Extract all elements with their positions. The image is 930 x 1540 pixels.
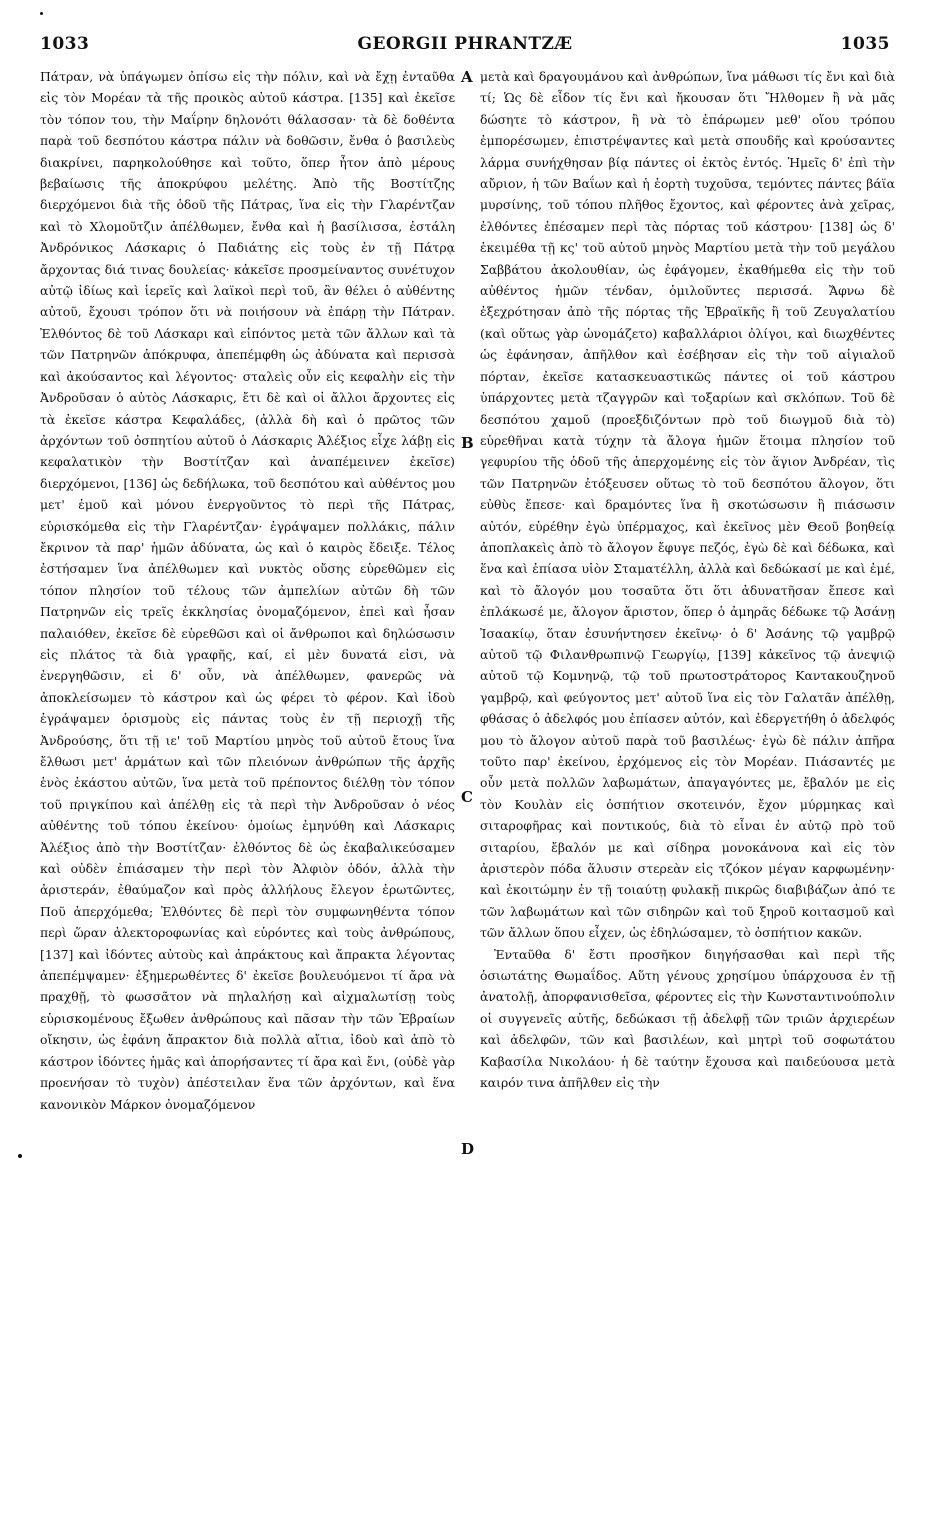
left-column bbox=[40, 66, 455, 1526]
running-title: GEORGII PHRANTZÆ bbox=[357, 34, 573, 54]
margin-marker-a: A bbox=[461, 68, 473, 86]
right-column bbox=[480, 66, 895, 1526]
margin-dot bbox=[18, 1154, 22, 1158]
right-paragraph-2: Ἐνταῦθα δ' ἔστι προσῆκον διηγήσασθαι καὶ περὶ τῆς ὁσιωτάτης Θωμαΐδος. Αὕτη γένους χρησίμου ὑπάρχουσα ἐν τῇ ἀνατολῇ, ἀπορφανισθεῖσα, φέροντες εἰς τὴν Κωνσταντινούπολιν οἱ συγγενεῖς αὐτῆς, δεδώκασι τῇ ἀδελφῇ τῶν τριῶν ἀρχιερέων καὶ ἀδελφῶν, τῶν καὶ βασιλέων, καὶ μητρὶ τοῦ σοφωτάτου Καβασίλα Νικολάου· ἡ δὲ ταύτην ἔχουσα καὶ παιδεύουσα μετὰ καιρόν τινα ἀπῆλθεν εἰς τὴν bbox=[480, 946, 895, 1091]
print-speck bbox=[40, 12, 43, 15]
left-paragraph-1: Πάτραν, νὰ ὑπάγωμεν ὀπίσω εἰς τὴν πόλιν, καὶ νὰ ἔχῃ ἐνταῦθα εἰς τὸν Μορέαν τὰ τῆς προικὸς αὐτοῦ κάστρα. [135] καὶ ἐκεῖσε τὸν τόπον του, τὴν Μαΐρην δηλονότι θάλασσαν· τὰ δὲ δοθέντα παρὰ τοῦ δεσπότου κάστρα πάλιν νὰ δοθῶσιν, ἔνθα ὁ βασιλεὺς διακρίνει, παρηκολούθησε καὶ τοῦτο, ὅπερ ἦτον ἀπὸ μέρους βεβαίωσις τῆς ἀποκρύφου μελέτης. Ἀπὸ τῆς Βοστίτζης διερχόμενοι διὰ τῆς ὁδοῦ τῆς Πάτρας, ἵνα εἰς τὴν Γλαρέντζαν καὶ τὸ Χλομοῦτζιν ἀπέλθωμεν, ἔνθα καὶ ἡ βασίλισσα, ἐστάλη Ἀνδρόνικος Λάσκαρις ὁ Παδιάτης εἰς τοὺς ἐν τῇ Πάτρᾳ ἄρχοντας διά τινας δουλείας· κἀκεῖσε προσμείναντος συνέτυχον αὐτῷ ἰδίως καὶ ἱερεῖς καὶ λαϊκοὶ περὶ τοῦ, ἂν θέλει ὁ αὐθέντης αὐτοῦ, ἔχουσι τρόπον ὅτι νὰ ποιήσουν νὰ ἐπάρῃ τὴν Πάτραν. Ἐλθόντος δὲ τοῦ Λάσκαρι καὶ εἰπόντος μετὰ τῶν ἄλλων καὶ τὰ τῶν Πατρηνῶν ἀπόκρυφα, ἀπεπέμφθη ὡς ἀδύνατα καὶ περισσὰ καὶ ἀκούσαντος καὶ λέγοντος· σταλεὶς οὖν εἰς κεφαλὴν εἰς τὴν Ἀνδροῦσαν ὁ αὐτὸς Λάσκαρις, ἔτι δὲ καὶ οἱ ἄλλοι ἄρχοντες εἰς τὰ ἐκεῖσε κάστρα Κεφαλάδες, (ἀλλὰ δὴ καὶ ὁ πρῶτος τῶν ἀρχόντων τοῦ ὀσπητίου αὐτοῦ ὁ Λάσκαρις Ἀλέξιος εἶχε λάβῃ εἰς κεφαλατικὸν τὴν Βοστίτζαν καὶ ἀναπέμεινεν ἐκεῖσε) διερχόμενοι, [136] ὡς δεδήλωκα, τοῦ δεσπότου καὶ αὐθέντος μου μετ' ἐμοῦ καὶ μόνου ἐνεργοῦντος τὸ περὶ τῆς Πάτρας, εὑρισκόμεθα εἰς τὴν Γλαρέντζαν· ἐγράψαμεν πολλάκις, πάλιν ἔκρινον τὰ παρ' ἡμῶν ἀδύνατα, ὡς καὶ ὁ καιρὸς ἔδειξε. Τέλος ἐστήσαμεν ἵνα ἀπέλθωμεν καὶ νυκτὸς οὔσης εὑρεθῶμεν εἰς τόπον πλησίον τοῦ τέλους τῶν ἀμπελίων αὐτῶν δὴ τῶν Πατρηνῶν εἰς τρεῖς ἐκκλησίας ὀνομαζόμενον, ἐπεὶ καὶ ἦσαν παλαιόθεν, ἐκεῖσε δὲ εὑρεθῶσι καὶ οἱ ἄνθρωποι καὶ δηλώσωσιν εἰς πλάτος τὰ διὰ γραφῆς, καί, εἰ μὲν δυνατά εἰσι, νὰ ἐνεργηθῶσιν, εἰ δ' οὖν, νὰ ἀπέλθωμεν, φανερῶς νὰ ἀποκλείσωμεν τὸ κάστρον καὶ ὡς φέρει τὸ φέρον. Καὶ ἰδοὺ ἐγράψαμεν ὁρισμοὺς εἰς πάντας τοὺς ἐν τῇ περιοχῇ τῆς Ἀνδρούσης, ὅτι τῇ ιε' τοῦ Μαρτίου μηνὸς τοῦ αὐτοῦ ἔτους ἵνα ἔλθωσι μετ' ἁρμάτων καὶ τῶν πλειόνων ἀνθρώπων τῆς ἀρχῆς ἑνὸς ἑκάστου αὐτῶν, ἵνα μετὰ τοῦ πρέποντος διέλθῃ τὸν τόπον τοῦ πριγκίπου καὶ ἀπέλθῃ εἰς τὰ περὶ τὴν Ἀνδροῦσαν ὁ νέος αὐθέντης τοῦ τόπου ἐκείνου· ὁμοίως ἐμηνύθη καὶ Λάσκαρις Ἀλέξιος ἀπὸ τὴν Βοστίτζαν· ἐλθόντος δὲ ὡς ἐκαβαλικεύσαμεν καὶ οὐδὲν ἐπιάσαμεν τὴν περὶ τὸν Ἀλφιὸν ὁδόν, ἀλλὰ τὴν ἀριστεράν, ἐθαύμαζον καὶ πρὸς ἀλλήλους ἔλεγον ἐρωτῶντες, Ποῦ ἀπερχόμεθα; Ἐλθόντες δὲ περὶ τὸν συμφωνηθέντα τόπον περὶ ὥραν ἀλεκτοροφωνίας καὶ εὑρόντες καὶ τοὺς ἀνθρώπους, [137] καὶ ἰδόντες αὐτοὺς καὶ ἀπράκτους καὶ ἄπρακτα λέγοντας ἀπεπέμψαμεν· ἐξημερωθέντες δ' ἐκεῖσε βουλευόμενοι τί ἄρα νὰ πραχθῇ, τὸ φωσσᾶτον νὰ πηλαλήσῃ καὶ αἰχμαλωτίσῃ τοὺς εὑρισκομένους ἔξωθεν ἀνθρώπους καὶ πᾶσαν τὴν τῶν Ἑβραίων οἴκησιν, ὡς ἐφάνη ἄπρακτον διὰ πολλὰ αἴτια, ἰδοὺ καὶ ἀπὸ τὸ κάστρον ἰδόντες ἡμᾶς καὶ ἀπορήσαντες τί ἄρα καὶ ἔνι, (οὐδὲ γὰρ προενήσαν τὸ τυχὸν) ἀπέστειλαν ἕνα τῶν ἀρχόντων, καὶ ἕνα κανονικὸν Μάρκον ὀνομαζόμενον bbox=[40, 69, 455, 1112]
margin-marker-c: C bbox=[461, 788, 473, 806]
page-header bbox=[40, 30, 890, 64]
margin-marker-d: D bbox=[461, 1140, 475, 1158]
page-number-right: 1035 bbox=[840, 34, 890, 54]
page-number-left: 1033 bbox=[40, 34, 90, 54]
right-paragraph-1: μετὰ καὶ δραγουμάνου καὶ ἀνθρώπων, ἵνα μάθωσι τίς ἔνι καὶ διὰ τί; Ὡς δὲ εἶδον τίς ἔνι καὶ ἤκουσαν ὅτι Ἤλθομεν ἢ νὰ μᾶς δώσητε τὸ κάστρον, ἢ νὰ τὸ ἐπάρωμεν μεθ' οἵου τρόπου ἐμπορέσωμεν, ἐπιστρέψαντες καὶ μετὰ σπουδῆς καὶ κρούσαντες λάρμα συνήχθησαν βίᾳ πάντες οἱ ἐκτὸς ἐντός. Ἡμεῖς δ' ἐπὶ τὴν αὔριον, ἡ τῶν Βαΐων καὶ ἡ ἑορτὴ τυχοῦσα, τεμόντες πάντες βάϊα μυρσίνης, τοῦ τόπου πλῆθος ἔχοντος, καὶ φέροντες ἀνὰ χεῖρας, ἐλθόντες ἐπέσαμεν περὶ τὰς πόρτας τοῦ κάστρου· [138] ὡς δ' ἐκειμέθα τῇ κς' τοῦ αὐτοῦ μηνὸς Μαρτίου μετὰ τὴν τοῦ μεγάλου Σαββάτου ἀκολουθίαν, ὡς ἐφάγομεν, ἐκαθήμεθα εἰς τὴν τοῦ αὐθέντος ἡμῶν τένδαν, ὁμιλοῦντες περισσά. Ἄφνω δὲ ἐξεχρότησαν ἀπὸ τῆς πόρτας τῆς Ἑβραϊκῆς ἢ τοῦ Ζευγαλατίου (καὶ οὕτως γὰρ ὠνομάζετο) καβαλλάριοι ὀλίγοι, καὶ διωχθέντες ὡς ἐφάνησαν, ἀπῆλθον καὶ ἐσέβησαν εἰς τὴν τοῦ αἰγιαλοῦ πόρταν, ἐκεῖσε κατασκευαστικῶς πάντες οἱ τοῦ κάστρου ὑπάρχοντες μετὰ τζαγγρῶν καὶ τοξαρίων καὶ σκλόπων. Τοῦ δὲ δεσπότου χαμοῦ (προεξδιζόντων πρὸ τοῦ διωγμοῦ διὰ τὸ) εὑρεθῆναι κατὰ τύχην τὰ ἄλογα ἡμῶν ἕτοιμα πλησίον τοῦ γεφυρίου τῆς ὁδοῦ τῆς ἀπερχομένης εἰς τὸν ἅγιον Ἀνδρέαν, τὶς τῶν Πατρηνῶν ἐτόξευσεν οὕτως τὸ τοῦ δεσπότου ἄλογον, ὅτι εὐθὺς ἔπεσε· καὶ δραμόντες ἵνα ἢ σκοτώσωσιν ἢ πιάσωσιν αὐτόν, εὑρέθην ἐγὼ ὑπέρμαχος, καὶ ἐκεῖνος μὲν Θεοῦ βοηθείᾳ ἀποπλακεὶς ἀπὸ τὸ ἄλογον ἔφυγε πεζός, ἐγὼ δὲ καὶ δέδωκα, καὶ ἕνα καὶ ἐπίασα υἱὸν Σταματέλλη, ἀλλὰ καὶ δεδώκασί με καὶ ἐμέ, καὶ τὸ ἄλογόν μου τοσαῦτα ὅτι ὅτι ἀδυνατῆσαν ἔπεσε καὶ ἐπλάκωσέ με, ἄλογον ἄριστον, ὅπερ ὁ ἀμηρᾶς δέδωκε τῷ Ἀσάνῃ Ἰσαακίῳ, ὅταν ἐσυνήντησεν ἐκεῖνῳ· ὁ δ' Ἀσάνης τῷ γαμβρῷ αὐτοῦ τῷ Φιλανθρωπινῷ Γεωργίῳ, [139] κἀκεῖνος τῷ ἀνεψιῷ αὐτοῦ τῷ Κομνηνῷ, τῷ τοῦ πρωτοστράτορος Καντακουζηνοῦ γαμβρῷ, καὶ φεύγοντος μετ' αὐτοῦ ἵνα εἰς τὸν Γαλατᾶν ἀπέλθῃ, φθάσας ὁ ἀδελφός μου ἐπίασεν αὐτόν, καὶ ἐδεργετήθη ὁ ἀδελφός μου τὸ ἄλογον αὐτοῦ παρὰ τοῦ βασιλέως· ἐγὼ δὲ πάλιν ἀπῆρα τοῦτο παρ' ἐκείνου, ἐρχόμενος εἰς τὸν Μορέαν. Πιάσαντές με οὖν μετὰ πολλῶν λαβωμάτων, ἀπαγαγόντες με, ἔβαλόν με εἰς τὸν Κουλὰν εἰς ὀσπήτιον σκοτεινόν, ἔχον μύρμηκας καὶ σιταροφῆρας καὶ ποντικούς, διὰ τὸ εἶναι ἐν αὐτῷ πρὸ τοῦ σιταρίου, ἔβαλόν με καὶ σίδηρα μονοκάνονα καὶ εἰς τὸν ἀριστερὸν πόδα ἅλυσιν στερεὰν εἰς τζόκον μέγαν καρφωμένην· καὶ ἐκοιτώμην ἐν τῇ τοιαύτῃ φυλακῇ πικρῶς διαβιβάζων ἀπό τε τῶν λαβωμάτων καὶ τῶν σιδηρῶν καὶ τοῦ ξηροῦ κοιτασμοῦ καὶ τῶν ἄλλων ὅπου εἶχεν, ὡς ἐδηλώσαμεν, τὸ ὀσπήτιον κακῶν. bbox=[480, 69, 895, 941]
margin-marker-b: B bbox=[461, 434, 474, 452]
